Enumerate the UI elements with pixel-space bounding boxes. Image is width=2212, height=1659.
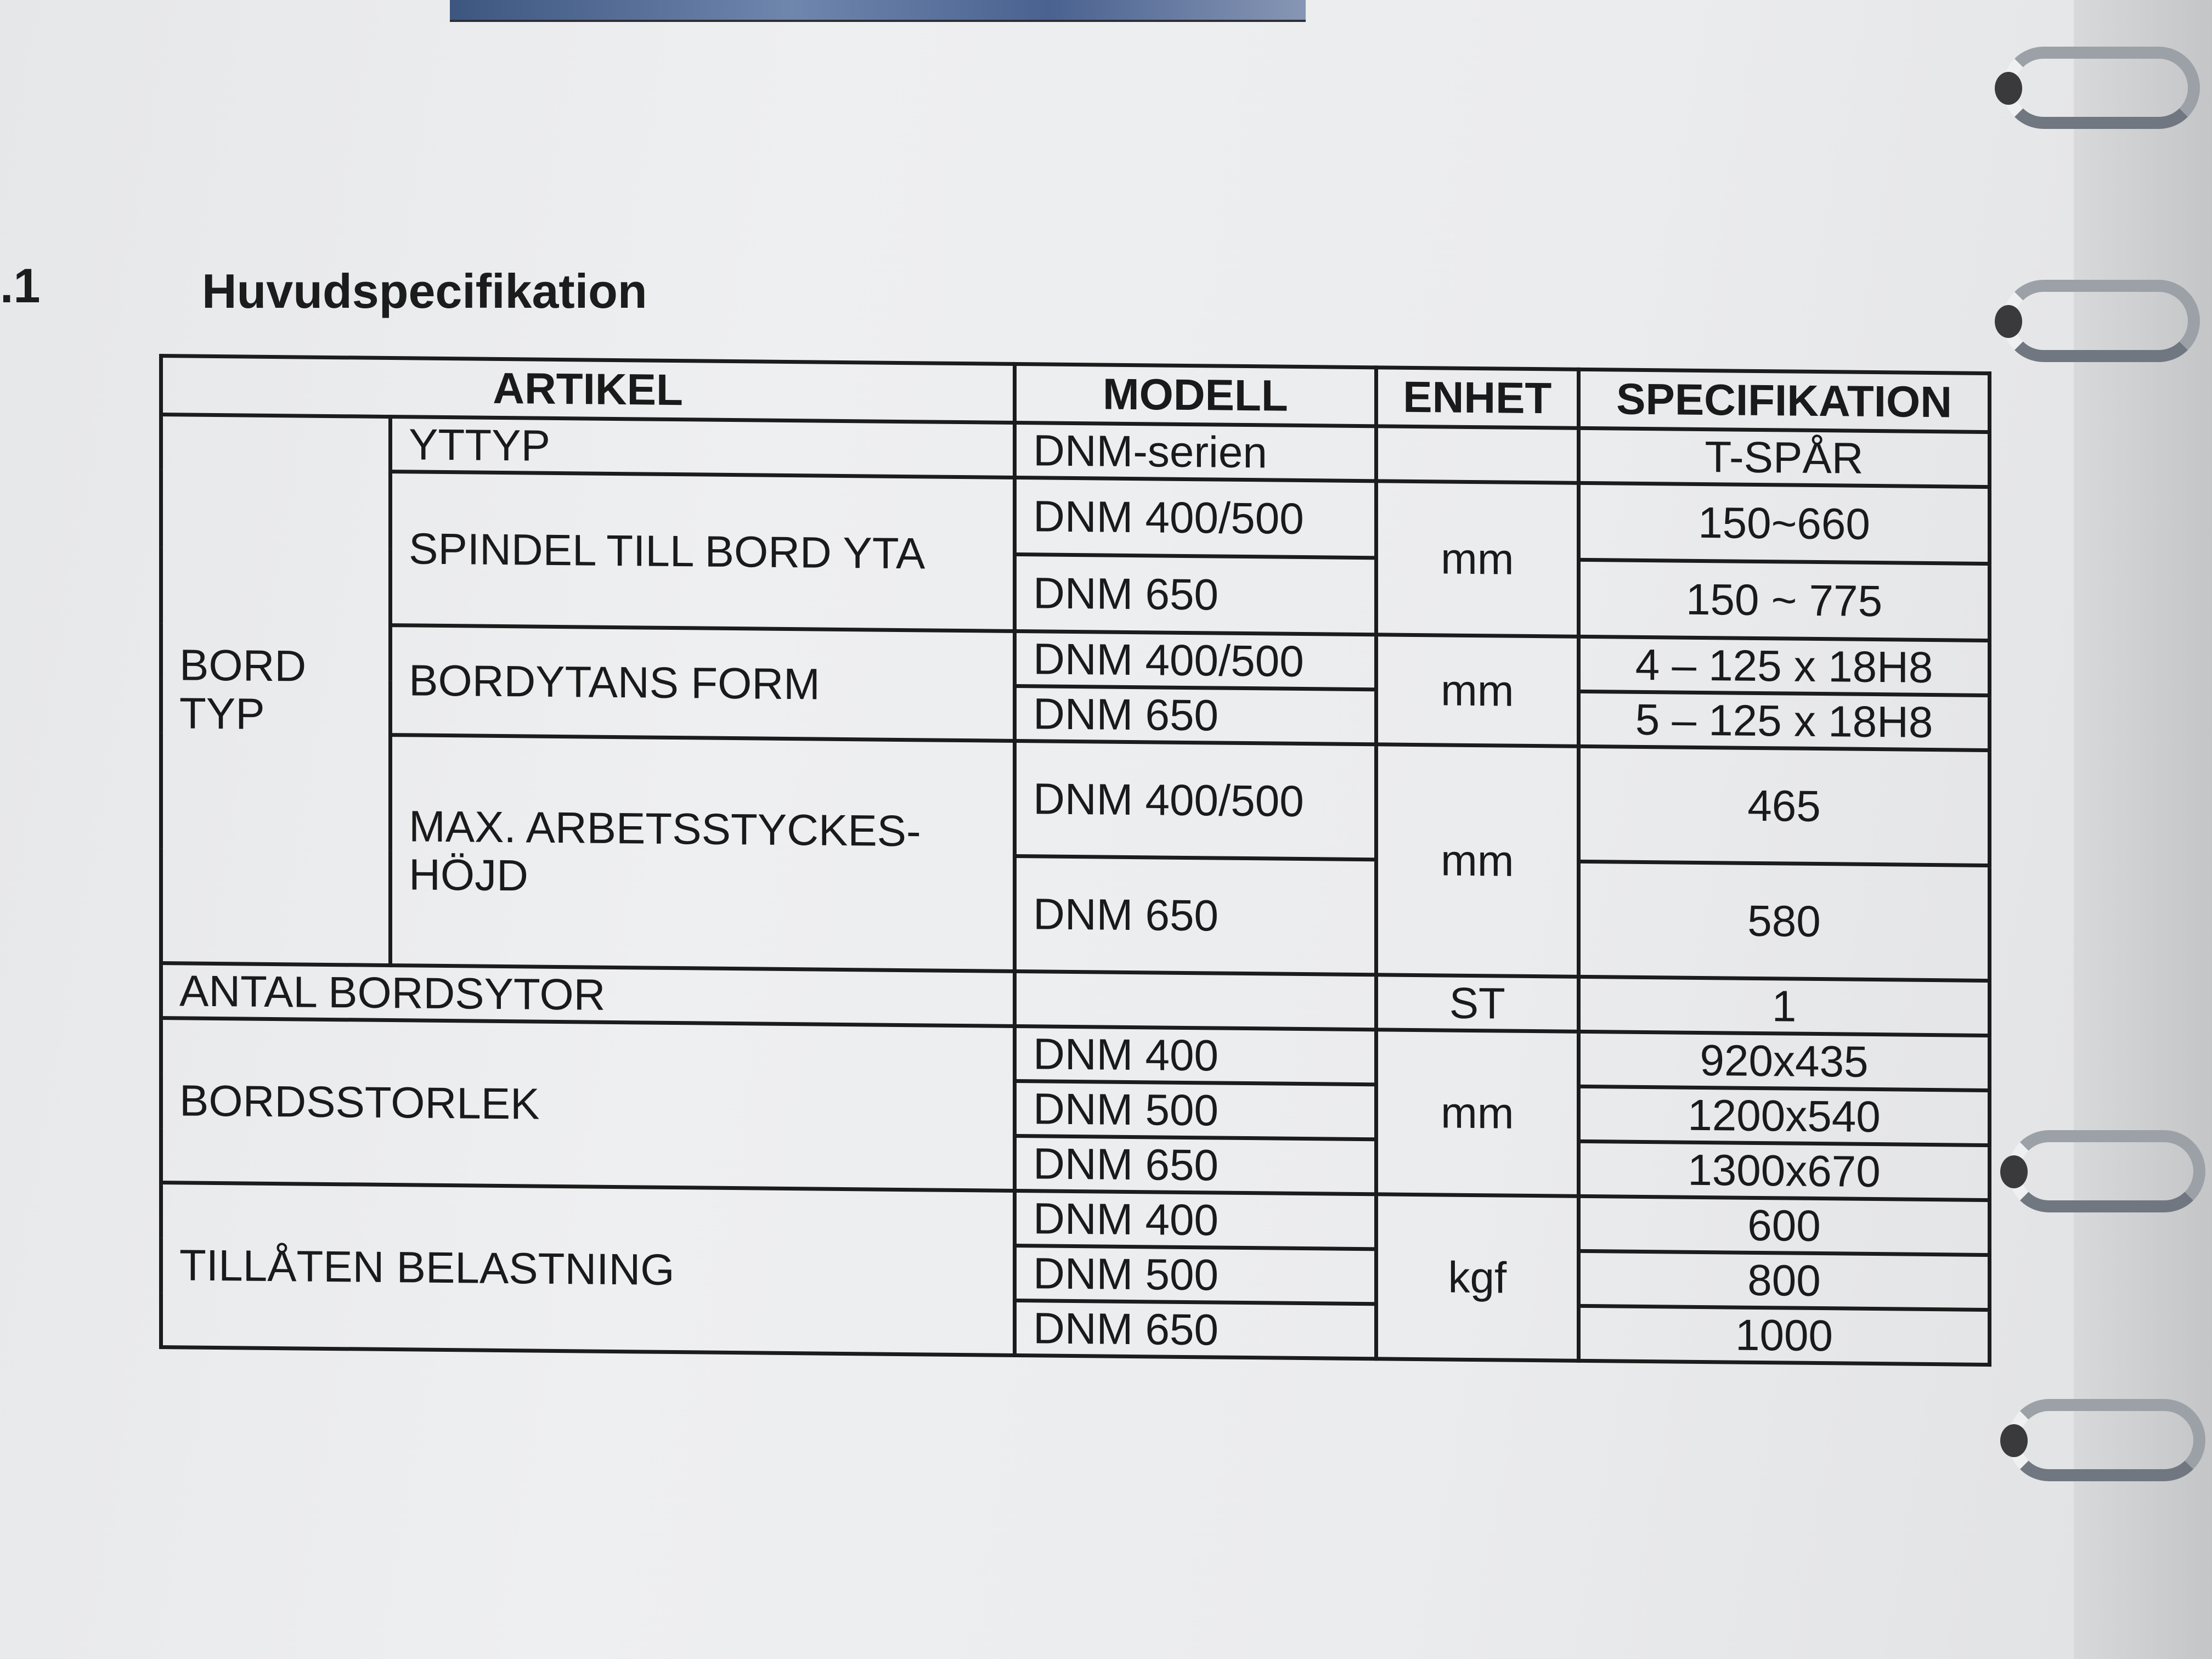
bordsstorlek-modell: DNM 500: [1015, 1081, 1376, 1139]
antal-bordsytor-spec: 1: [1579, 977, 1990, 1035]
header-enhet: ENHET: [1376, 368, 1579, 428]
specification-table: [159, 354, 1991, 1367]
bordsstorlek-enhet: mm: [1376, 1030, 1579, 1197]
figure-image-edge: [450, 0, 1306, 22]
spindel-modell: DNM 400/500: [1015, 477, 1376, 557]
header-modell: MODELL: [1015, 364, 1376, 426]
binder-ring-icon: [2008, 1399, 2205, 1481]
binder-ring-icon: [2008, 1130, 2205, 1212]
tillaten-belastning-spec: 600: [1579, 1196, 1990, 1255]
max-hojd-modell: DNM 400/500: [1015, 741, 1376, 859]
binder-ring-icon: [2002, 47, 2200, 129]
tillaten-belastning-enhet: kgf: [1376, 1194, 1579, 1361]
tillaten-belastning-label: TILLÅTEN BELASTNING: [161, 1183, 1015, 1356]
spindel-modell: DNM 650: [1015, 554, 1376, 634]
tillaten-belastning-modell: DNM 400: [1015, 1190, 1376, 1249]
spindel-enhet: mm: [1376, 481, 1579, 637]
section-title: Huvudspecifikation: [202, 264, 647, 318]
bordsstorlek-label: BORDSSTORLEK: [161, 1018, 1015, 1191]
bordsstorlek-spec: 1300x670: [1579, 1141, 1990, 1200]
bordsstorlek-spec: 920x435: [1579, 1031, 1990, 1090]
yttyp-label: YTTYP: [391, 417, 1015, 478]
max-hojd-enhet: mm: [1376, 744, 1579, 977]
antal-bordsytor-modell: [1015, 971, 1376, 1029]
tillaten-belastning-spec: 1000: [1579, 1306, 1990, 1364]
bordytans-form-modell: DNM 400/500: [1015, 631, 1376, 689]
yttyp-enhet: [1376, 426, 1579, 483]
spindel-spec: 150~660: [1579, 483, 1990, 563]
tillaten-belastning-modell: DNM 650: [1015, 1300, 1376, 1358]
table-row: [161, 733, 1990, 866]
max-hojd-spec: 465: [1579, 746, 1990, 865]
bordytans-form-spec: 4 – 125 x 18H8: [1579, 636, 1990, 695]
max-hojd-label: MAX. ARBETSSTYCKES-HÖJD: [391, 735, 1015, 972]
bordsstorlek-modell: DNM 400: [1015, 1026, 1376, 1084]
bordytans-form-modell: DNM 650: [1015, 686, 1376, 744]
bordsstorlek-spec: 1200x540: [1579, 1086, 1990, 1145]
header-artikel: ARTIKEL: [161, 356, 1015, 423]
yttyp-modell: DNM-serien: [1015, 422, 1376, 481]
spindel-label: SPINDEL TILL BORD YTA: [391, 472, 1015, 631]
max-hojd-modell: DNM 650: [1015, 856, 1376, 974]
max-hojd-spec: 580: [1579, 861, 1990, 980]
bord-typ-label: BORD TYP: [161, 415, 391, 966]
tillaten-belastning-spec: 800: [1579, 1251, 1990, 1310]
antal-bordsytor-label: ANTAL BORDSYTOR: [161, 963, 1015, 1026]
bordsstorlek-modell: DNM 650: [1015, 1136, 1376, 1194]
antal-bordsytor-enhet: ST: [1376, 975, 1579, 1032]
bordytans-form-label: BORDYTANS FORM: [391, 625, 1015, 741]
bordytans-form-spec: 5 – 125 x 18H8: [1579, 691, 1990, 750]
spindel-spec: 150 ~ 775: [1579, 560, 1990, 640]
yttyp-spec: T-SPÅR: [1579, 428, 1990, 487]
header-specifikation: SPECIFIKATION: [1579, 369, 1990, 432]
bordytans-form-enhet: mm: [1376, 635, 1579, 747]
tillaten-belastning-modell: DNM 500: [1015, 1245, 1376, 1304]
binder-ring-icon: [2002, 280, 2200, 362]
section-number: .1: [0, 258, 41, 313]
